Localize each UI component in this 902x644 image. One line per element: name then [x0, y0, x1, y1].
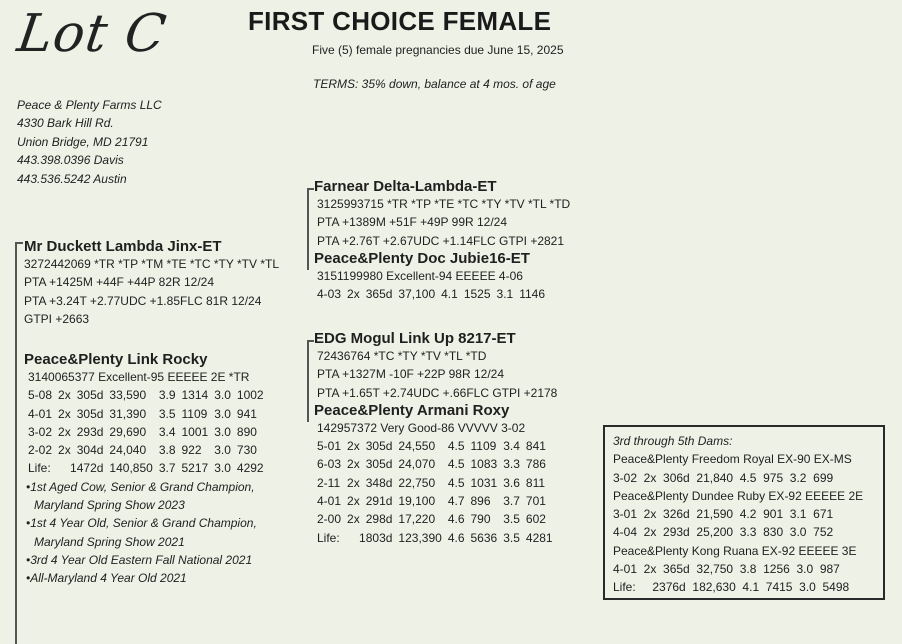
table-cell: 1002 [236, 388, 264, 403]
award-note: •All-Maryland 4 Year Old 2021 [26, 571, 187, 586]
table-cell: 3.5 [503, 512, 520, 527]
table-cell: 922 [181, 443, 202, 458]
box-dam-name: Peace&Plenty Kong Ruana EX-92 EEEEE 3E [613, 543, 857, 558]
table-cell: 3.4 [503, 439, 520, 454]
sire-info-line: PTA +3.24T +2.77UDC +1.85FLC 81R 12/24 [24, 293, 262, 308]
table-cell: 3-02 [28, 424, 53, 439]
table-cell: 2x [58, 406, 71, 421]
sire-sire-block [314, 178, 570, 303]
table-cell: 1083 [470, 457, 498, 472]
dam-dam-records-table [317, 437, 559, 547]
table-cell: 3.0 [214, 406, 231, 421]
table-row [28, 405, 270, 423]
table-cell: 1472d [70, 461, 104, 476]
table-cell: 123,390 [398, 530, 442, 545]
table-cell: 6-03 [317, 457, 342, 472]
table-cell: 3.0 [214, 461, 231, 476]
table-cell: 3.9 [158, 388, 176, 403]
table-cell: 304d [76, 443, 104, 458]
table-cell: 1001 [181, 424, 209, 439]
table-cell: 3.5 [503, 530, 520, 545]
table-cell: 1525 [463, 287, 491, 302]
dam-name: Peace&Plenty Link Rocky [24, 351, 208, 368]
table-cell: 4.1 [441, 287, 458, 302]
dam-registration: 3140065377 Excellent-95 EEEEE 2E *TR [28, 370, 250, 384]
table-row [317, 510, 559, 528]
box-dam-name: Peace&Plenty Freedom Royal EX-90 EX-MS [613, 452, 852, 467]
table-cell: Life: [317, 530, 340, 545]
table-cell: 890 [236, 424, 257, 439]
box-header: 3rd through 5th Dams: [613, 434, 733, 448]
address-line: Union Bridge, MD 21791 [17, 134, 149, 149]
table-cell: 305d [76, 406, 104, 421]
pedigree-bracket-dam [307, 340, 314, 422]
table-cell: 17,220 [398, 512, 436, 527]
table-cell: 4.5 [447, 475, 465, 490]
table-cell: 3.5 [158, 406, 176, 421]
dam-block [24, 351, 270, 588]
table-cell: 1314 [181, 388, 209, 403]
table-cell: 3.0 [214, 424, 231, 439]
table-cell: 3.3 [503, 457, 520, 472]
sire-sire-info-line: PTA +2.76T +2.67UDC +1.14FLC GTPI +2821 [317, 233, 565, 248]
table-row [28, 423, 270, 441]
table-cell: 896 [470, 494, 491, 509]
table-cell: 305d [76, 388, 104, 403]
award-note: •3rd 4 Year Old Eastern Fall National 2021 [26, 552, 253, 567]
table-cell: 33,590 [109, 388, 147, 403]
table-cell: Life: [28, 461, 51, 476]
table-cell: 24,040 [109, 443, 147, 458]
table-cell: 4-01 [28, 406, 53, 421]
table-cell: 730 [236, 443, 257, 458]
table-cell: 1109 [470, 439, 497, 454]
address-line: 4330 Bark Hill Rd. [17, 116, 114, 131]
dam-records-table [28, 386, 270, 477]
table-cell: 2-00 [317, 512, 342, 527]
table-cell: 29,690 [109, 424, 147, 439]
table-cell: 3.1 [496, 287, 514, 302]
dam-dam-registration: 142957372 Very Good-86 VVVVV 3-02 [317, 420, 526, 435]
table-cell: 4.5 [447, 457, 465, 472]
award-note: •1st Aged Cow, Senior & Grand Champion, [26, 479, 255, 494]
table-cell: 701 [525, 494, 546, 509]
address-line: Peace & Plenty Farms LLC [17, 98, 162, 112]
box-dam-record: 3-02 2x 306d 21,840 4.5 975 3.2 699 [613, 470, 834, 485]
table-cell: 31,390 [109, 406, 147, 421]
table-cell: 841 [525, 439, 546, 454]
table-cell: 2x [58, 424, 71, 439]
table-cell: 5217 [181, 461, 209, 476]
sire-dam-registration: 3151199980 Excellent-94 EEEEE 4-06 [317, 268, 523, 283]
box-life-record: Life: 2376d 182,630 4.1 7415 3.0 5498 [613, 580, 850, 595]
pedigree-bracket-left [15, 242, 23, 644]
table-cell: 19,100 [398, 494, 436, 509]
seller-address [17, 96, 162, 188]
table-cell: 365d [365, 287, 393, 302]
subtitle: Five (5) female pregnancies due June 15, 2025 [312, 43, 564, 57]
table-cell: 2x [347, 439, 360, 454]
table-row [317, 455, 559, 473]
box-dam-record: 3-01 2x 326d 21,590 4.2 901 3.1 671 [613, 507, 834, 522]
award-note: •1st 4 Year Old, Senior & Grand Champion, [26, 516, 257, 531]
table-cell: 4292 [236, 461, 264, 476]
table-cell: 4.6 [447, 530, 465, 545]
address-line: 443.536.5242 Austin [17, 171, 127, 186]
award-note: Maryland Spring Show 2023 [34, 498, 185, 513]
dam-sire-info-line: PTA +1327M -10F +22P 98R 12/24 [317, 367, 505, 382]
table-cell: 5-01 [317, 439, 342, 454]
table-cell: 3.0 [214, 388, 231, 403]
dam-sire-block [314, 330, 559, 547]
table-row [317, 285, 551, 303]
table-cell: 4-01 [317, 494, 342, 509]
table-cell: 4.6 [447, 512, 465, 527]
sire-sire-info-line: 3125993715 *TR *TP *TE *TC *TY *TV *TL *TD [317, 197, 571, 211]
page-title: FIRST CHOICE FEMALE [248, 6, 552, 36]
table-cell: 3.4 [158, 424, 176, 439]
pedigree-bracket-sire [307, 188, 314, 270]
table-cell: 348d [365, 475, 393, 490]
table-cell: 3.6 [503, 475, 520, 490]
table-cell: 2x [347, 512, 360, 527]
table-row [28, 386, 270, 404]
table-cell: 2x [347, 494, 360, 509]
table-row [317, 492, 559, 510]
table-cell: 2x [347, 287, 360, 302]
table-cell: 4-03 [317, 287, 342, 302]
table-cell: 2-02 [28, 443, 53, 458]
table-cell: 24,550 [398, 439, 436, 454]
box-dam-record: 4-04 2x 293d 25,200 3.3 830 3.0 752 [613, 525, 834, 540]
terms: TERMS: 35% down, balance at 4 mos. of age [313, 77, 556, 91]
table-cell: 3.0 [214, 443, 231, 458]
award-note: Maryland Spring Show 2021 [34, 534, 185, 549]
table-cell: 4281 [525, 530, 553, 545]
sire-info-line: PTA +1425M +44F +44P 82R 12/24 [24, 275, 215, 290]
table-cell: 298d [365, 512, 393, 527]
address-line: 443.398.0396 Davis [17, 153, 124, 168]
table-cell: 291d [365, 494, 393, 509]
table-cell: 1803d [359, 530, 393, 545]
box-dam-record: 4-01 2x 365d 32,750 3.8 1256 3.0 987 [613, 562, 840, 577]
table-cell: 786 [525, 457, 546, 472]
sire-dam-record-table [317, 285, 551, 303]
table-cell: 3.7 [503, 494, 520, 509]
table-cell: 293d [76, 424, 104, 439]
sire-name: Mr Duckett Lambda Jinx-ET [24, 238, 222, 255]
table-cell: 2x [347, 475, 360, 490]
dam-sire-info-line: PTA +1.65T +2.74UDC +.66FLC GTPI +2178 [317, 385, 558, 400]
table-cell: 1109 [181, 406, 208, 421]
table-row [28, 441, 270, 459]
table-cell: 2x [58, 388, 71, 403]
table-row [317, 437, 559, 455]
table-cell: 4.5 [447, 439, 465, 454]
table-cell: 1146 [519, 287, 546, 302]
sire-block [24, 238, 279, 328]
table-cell: 2x [58, 443, 71, 458]
table-cell: 602 [525, 512, 546, 527]
table-cell: 5636 [470, 530, 498, 545]
table-cell: 941 [236, 406, 257, 421]
table-cell: 305d [365, 439, 393, 454]
table-cell: 3.7 [158, 461, 176, 476]
extended-dams-box [603, 425, 885, 600]
dam-sire-name: EDG Mogul Link Up 8217-ET [314, 330, 516, 347]
sire-info-line: 3272442069 *TR *TP *TM *TE *TC *TY *TV *TL [24, 257, 279, 271]
table-cell: 140,850 [109, 461, 153, 476]
sire-info-line: GTPI +2663 [24, 311, 90, 326]
table-cell: 5-08 [28, 388, 53, 403]
table-cell: 24,070 [398, 457, 436, 472]
table-cell: 2x [347, 457, 360, 472]
table-cell: 37,100 [398, 287, 436, 302]
table-cell: 811 [525, 475, 546, 490]
table-cell: 1031 [470, 475, 498, 490]
table-cell: 4.7 [447, 494, 465, 509]
table-cell: 3.8 [158, 443, 176, 458]
dam-dam-name: Peace&Plenty Armani Roxy [314, 401, 510, 419]
sire-sire-name: Farnear Delta-Lambda-ET [314, 178, 497, 195]
table-cell: 305d [365, 457, 393, 472]
dam-sire-info-line: 72436764 *TC *TY *TV *TL *TD [317, 349, 487, 363]
table-cell: 22,750 [398, 475, 436, 490]
table-row [317, 474, 559, 492]
table-row [317, 529, 559, 547]
lot-logo: Lot C [13, 4, 171, 64]
table-row [28, 459, 270, 477]
table-cell: 2-11 [317, 475, 341, 490]
box-dam-name: Peace&Plenty Dundee Ruby EX-92 EEEEE 2E [613, 488, 864, 503]
sire-dam-name: Peace&Plenty Doc Jubie16-ET [314, 249, 530, 267]
table-cell: 790 [470, 512, 491, 527]
sire-sire-info-line: PTA +1389M +51F +49P 99R 12/24 [317, 215, 508, 230]
